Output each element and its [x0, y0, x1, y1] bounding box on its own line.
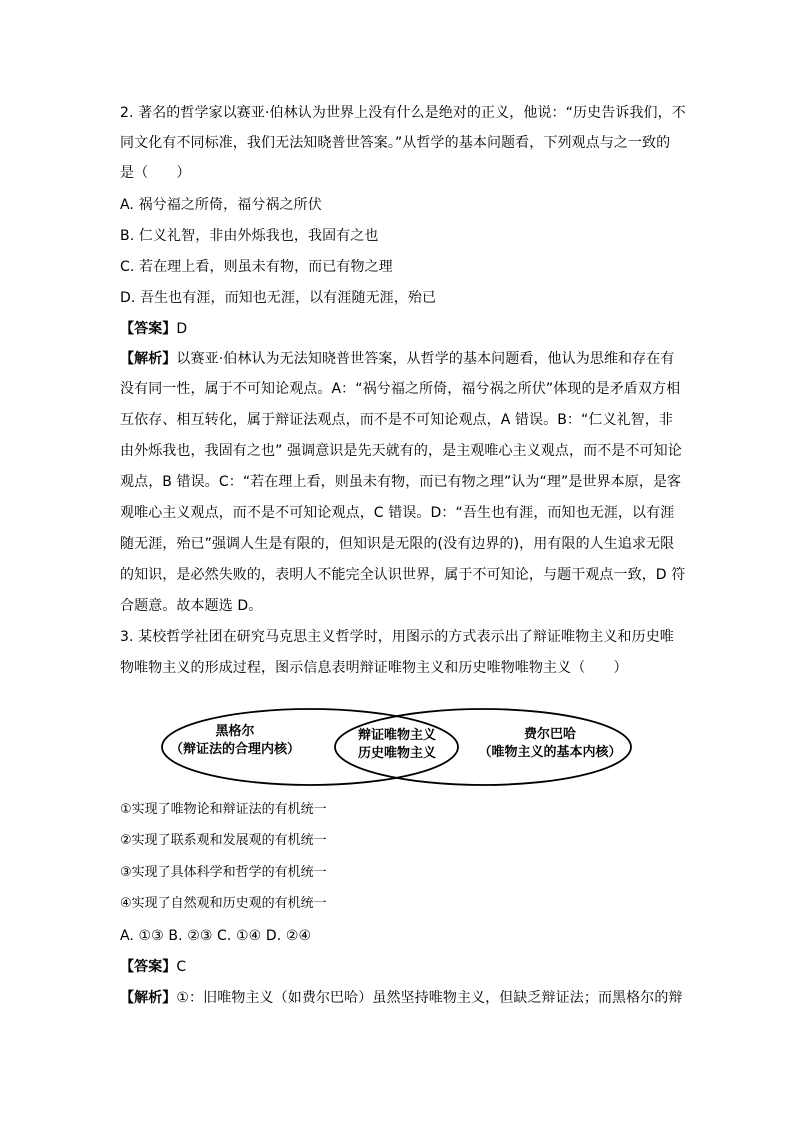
q2-stem-line-3: 是（ ） — [120, 165, 191, 181]
q2-option-d: D. 吾生也有涯，而知也无涯，以有涯随无涯，殆已 — [120, 290, 437, 306]
q2-analysis-line-5: 观点，B 错误。C：“若在理上看，则虽未有物，而已有物之理”认为“理”是世界本原，是客 — [120, 474, 682, 490]
q3-stem-line-1: 3. 某校哲学社团在研究马克思主义哲学时，用图示的方式表示出了辩证唯物主义和历史唯 — [120, 629, 674, 645]
venn-diagram — [155, 705, 640, 793]
q3-analysis-text-1: ①：旧唯物主义（如费尔巴哈）虽然坚持唯物主义，但缺乏辩证法；而黑格尔的辩 — [176, 990, 683, 1006]
center-line-2: 历史唯物主义 — [357, 746, 437, 761]
q3-stem-line-2: 物唯物主义的形成过程，图示信息表明辩证唯物主义和历史唯物唯物主义（ ） — [120, 660, 628, 676]
q2-option-a: A. 祸兮福之所倚，福兮祸之所伏 — [120, 197, 322, 213]
q2-analysis-line-1 — [120, 349, 674, 369]
q2-analysis-line-2: 没有同一性，属于不可知论观点。A：“祸兮福之所倚，福兮祸之所伏”体现的是矛盾双方相 — [120, 381, 681, 397]
q2-analysis-text-1: 以赛亚·伯林认为无法知晓普世答案，从哲学的基本问题看，他认为思维和存在有 — [176, 351, 675, 367]
q2-answer-value: D — [176, 321, 188, 337]
q2-stem-line-2: 同文化有不同标准，我们无法知晓普世答案。”从哲学的基本问题看，下列观点与之一致的 — [120, 135, 671, 151]
q3-statement-1: ①实现了唯物论和辩证法的有机统一 — [120, 802, 327, 817]
q2-answer-label: 【答案】 — [120, 321, 177, 337]
q2-analysis-label: 【解析】 — [120, 351, 177, 367]
q3-statement-4: ④实现了自然观和历史观的有机统一 — [120, 896, 327, 911]
q2-stem-line-1: 2. 著名的哲学家以赛亚·伯林认为世界上没有什么是绝对的正义，他说：“历史告诉我们，不 — [120, 105, 686, 121]
right-subtitle: （唯物主义的基本内核） — [478, 745, 622, 760]
q3-answer-value: C — [176, 959, 187, 975]
q2-analysis-line-3: 互依存、相互转化，属于辩证法观点，而不是不可知论观点，A 错误。B：“仁义礼智，非 — [120, 412, 673, 428]
center-line-1: 辩证唯物主义 — [357, 728, 437, 743]
q2-answer — [120, 319, 187, 339]
q3-statement-2: ②实现了联系观和发展观的有机统一 — [120, 833, 327, 848]
q2-analysis-line-9: 合题意。故本题选 D。 — [120, 598, 263, 614]
q3-analysis-line-1 — [120, 988, 683, 1008]
q3-options: A. ①③ B. ②③ C. ①④ D. ②④ — [120, 928, 312, 944]
q2-analysis-line-7: 随无涯，殆已”强调人生是有限的，但知识是无限的(没有边界的)，用有限的人生追求无限 — [120, 536, 675, 552]
q2-option-b: B. 仁义礼智，非由外烁我也，我固有之也 — [120, 228, 379, 244]
q3-answer-label: 【答案】 — [120, 959, 177, 975]
q3-analysis-label: 【解析】 — [120, 990, 177, 1006]
right-title: 费尔巴哈 — [523, 727, 577, 742]
left-subtitle: （辩证法的合理内核） — [169, 742, 301, 757]
q2-option-c: C. 若在理上看，则虽未有物，而已有物之理 — [120, 259, 393, 275]
left-title: 黑格尔 — [215, 724, 255, 739]
q3-statement-3: ③实现了具体科学和哲学的有机统一 — [120, 865, 327, 880]
q3-answer — [120, 957, 186, 977]
q2-analysis-line-6: 观唯心主义观点，而不是不可知论观点，C 错误。D：“吾生也有涯，而知也无涯，以有涯 — [120, 505, 675, 521]
q2-analysis-line-4: 由外烁我也，我固有之也” 强调意识是先天就有的，是主观唯心主义观点，而不是不可知论 — [120, 443, 682, 459]
q2-analysis-line-8: 的知识，是必然失败的，表明人不能完全认识世界，属于不可知论，与题干观点一致，D 符 — [120, 567, 686, 583]
